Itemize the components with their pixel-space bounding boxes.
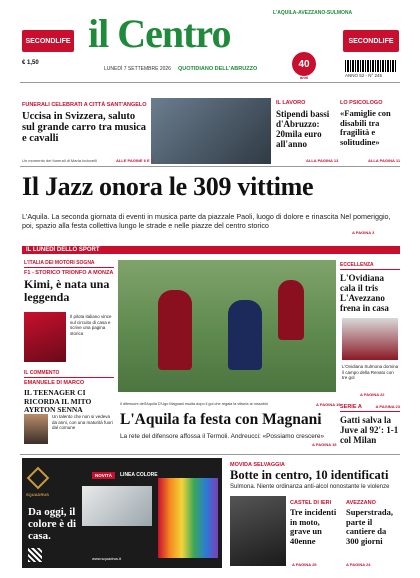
main-standfirst: L'Aquila. La seconda giornata di eventi in musica parte da piazzale Paoli, luogo di dolore e rinascita Nel pomeriggio, poi, spazio alla festa collettiva lungo le strade e nelle piazze del centro storico	[22, 212, 391, 230]
motori-body: Il pilota italiano vince sul circuito di casa e scrive una pagina storica	[70, 314, 112, 336]
seriea-story[interactable]	[340, 404, 400, 445]
psicologo-kicker: LO PSICOLOGO	[340, 100, 383, 106]
eccellenza-body: L'Ovidiana Sulmona domina il campo della Renato con tre gol	[342, 364, 399, 380]
player-shape	[278, 280, 304, 340]
ad-line: LINEA COLORE	[120, 472, 158, 478]
commento-label: IL COMMENTO	[24, 370, 114, 378]
ad-brand: SQUADRUS	[26, 492, 49, 497]
sport-rule	[20, 454, 400, 455]
masthead-rule	[20, 82, 400, 83]
masthead-subtitle: QUOTIDIANO DELL'ABRUZZO	[178, 66, 258, 72]
movida-sub: Sulmona. Niente ordinanza anti-alcol nonostante le violenze	[230, 483, 390, 490]
lavoro-kicker: IL LAVORO	[276, 100, 306, 106]
motori-label: L'ITALIA DEI MOTORI SOGNA	[24, 260, 114, 268]
seriea-headline: Gatti salva la Juve al 92': 1-1 col Milan	[340, 415, 399, 445]
lavoro-story[interactable]	[276, 100, 336, 149]
psicologo-page: ALLA PAGINA 11	[368, 158, 401, 163]
castel-kicker: CASTEL DI IERI	[290, 500, 332, 506]
aquila-photo-caption: Il difensore dell'Aquila D'Ugo Magnani esulta dopo il gol che regala la vittoria ai rossoblù	[120, 402, 268, 406]
eccellenza-headline: L'Ovidiana cala il tris L'Avezzano frena in casa	[340, 273, 389, 313]
seriea-page: A PAGINA 23	[375, 404, 400, 409]
funerali-kicker: FUNERALI CELEBRATI A CITTÀ SANT'ANGELO	[22, 102, 147, 108]
commento-headline: IL TEENAGER CI RICORDA IL MITO AYRTON SENNA	[24, 388, 92, 414]
avezzano-kicker: AVEZZANO	[346, 500, 376, 506]
motori-photo	[24, 312, 66, 362]
issue-date: LUNEDÌ 7 SETTEMBRE 2026	[104, 66, 171, 72]
commento-body: Un talento che non si vedeva da anni, con una maturità fuori dal comune	[52, 414, 113, 430]
seriea-header	[340, 404, 400, 412]
funerali-story[interactable]	[22, 102, 147, 144]
top-rule	[20, 166, 400, 167]
sport-bar	[22, 246, 400, 254]
player-shape	[228, 300, 262, 370]
commento-story[interactable]	[24, 370, 114, 415]
ad-qr-icon	[28, 548, 42, 562]
commento-author: EMANUELE DI MARCO	[24, 380, 85, 386]
masthead-logo: il Centro	[88, 11, 231, 56]
main-page: A PAGINA 3	[352, 230, 375, 235]
aquila-sub: La rete del difensore affossa il Termoli. Andreucci: «Possiamo crescere»	[120, 433, 325, 440]
motori-kicker: F1 - STORICO TRIONFO A MONZA	[24, 270, 114, 276]
aquila-photo	[118, 260, 336, 392]
ad-tag: NOVITÀ	[92, 472, 115, 479]
anniversary-number: 40	[298, 58, 310, 70]
anniversary-badge	[292, 52, 316, 76]
barcode-note: ANNO 52 - N° 245	[345, 73, 383, 78]
edition-line: L'AQUILA-AVEZZANO-SULMONA	[273, 10, 353, 16]
right-ad-label: SECONDLIFE	[348, 37, 394, 45]
ad-logo-icon	[27, 467, 50, 490]
psicologo-headline: «Famiglie con disabili tra fragilità e solitudine»	[340, 108, 391, 147]
motori-story[interactable]	[24, 260, 114, 303]
eccellenza-story[interactable]	[340, 262, 400, 313]
main-headline[interactable]: Il Jazz onora le 309 vittime	[22, 172, 314, 201]
castel-page: A PAGINA 25	[292, 562, 317, 567]
price: € 1,50	[22, 60, 39, 66]
ad-url: www.squadrus.it	[92, 556, 122, 561]
aquila-headline[interactable]: L'Aquila fa festa con Magnani	[120, 411, 322, 428]
left-ad-label: SECONDLIFE	[25, 37, 71, 45]
ad-color-swatch	[158, 478, 218, 558]
avezzano-page: A PAGINA 24	[346, 562, 371, 567]
eccellenza-label: ECCELLENZA	[340, 262, 400, 270]
eccellenza-page: A PAGINA 22	[360, 392, 385, 397]
ad-slogan: Da oggi, il colore è di casa.	[28, 506, 77, 542]
funerali-page: ALLE PAGINE 6 E 7	[116, 158, 154, 163]
commento-avatar	[24, 414, 48, 444]
movida-kicker: MOVIDA SELVAGGIA	[230, 462, 285, 468]
castel-headline: Tre incidenti in moto, grave un 40enne	[290, 507, 337, 546]
aquila-photo-page: A PAGINA 19	[316, 402, 341, 407]
funerali-headline: Uccisa in Svizzera, saluto sul grande carro tra musica e cavalli	[22, 111, 147, 144]
movida-photo	[230, 496, 286, 566]
anniversary-word: anni	[300, 75, 309, 80]
lavoro-headline: Stipendi bassi d'Abruzzo: 20mila euro all'anno	[276, 109, 330, 149]
lavoro-page: ALLA PAGINA 13	[306, 158, 339, 163]
left-ad[interactable]	[22, 30, 74, 52]
barcode	[345, 60, 397, 72]
castel-story[interactable]	[290, 500, 340, 546]
avezzano-headline: Superstrada, parte il cantiere da 300 giorni	[346, 507, 393, 546]
psicologo-story[interactable]	[340, 100, 402, 147]
movida-headline: Botte in centro, 10 identificati	[230, 468, 389, 482]
avezzano-story[interactable]	[346, 500, 400, 546]
seriea-label: SERIE A	[340, 404, 362, 410]
player-shape	[158, 290, 192, 370]
funerali-caption: Un momento dei funerali di Maria Iodovelli	[22, 158, 97, 163]
funerali-photo	[151, 98, 271, 164]
motori-headline: Kimi, è nata una leggenda	[24, 277, 110, 304]
advertisement[interactable]	[22, 458, 222, 568]
sport-bar-label: IL LUNEDÌ DELLO SPORT	[26, 247, 100, 253]
aquila-page: A PAGINA 15	[312, 442, 337, 447]
eccellenza-photo	[342, 318, 398, 360]
right-ad[interactable]	[343, 30, 399, 52]
movida-story[interactable]	[230, 462, 400, 491]
ad-product-image	[82, 486, 152, 526]
